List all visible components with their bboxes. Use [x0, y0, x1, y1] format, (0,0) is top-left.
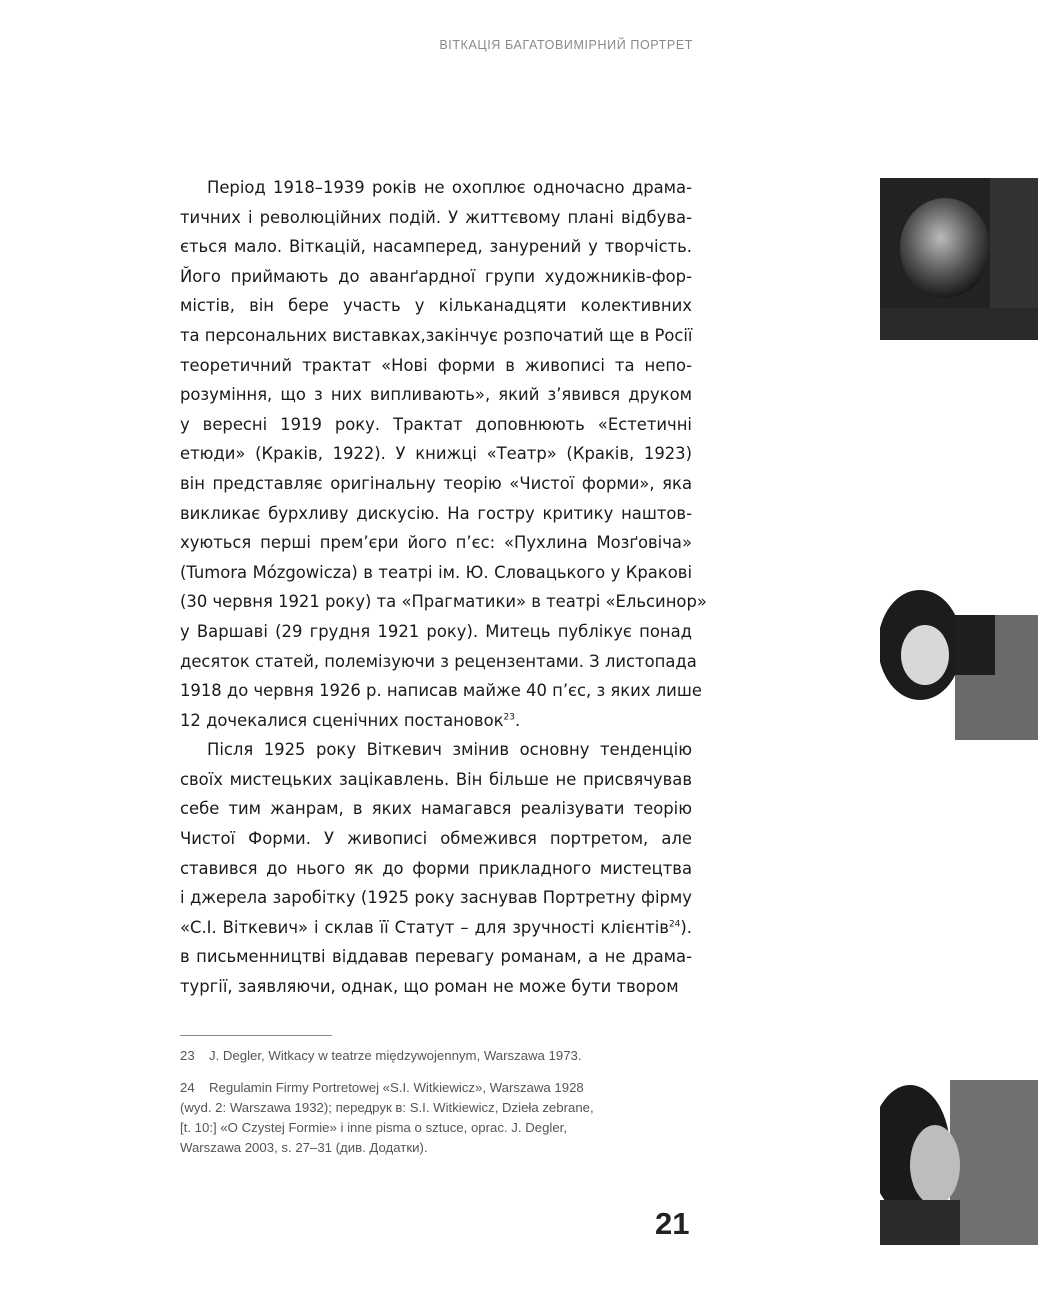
text-line: [180, 824, 692, 854]
text-line: [180, 765, 692, 795]
text-line-content: (Tumora Mózgowicza) в театрі ім. Ю. Словацького у Кракові: [180, 562, 692, 582]
text-line-content: Його приймають до аванґардної групи художників-фор-: [180, 266, 692, 286]
footnote-text: J. Degler, Witkacy w teatrze międzywojennym, Warszawa 1973.: [209, 1048, 582, 1063]
text-line: [180, 351, 692, 381]
text-line-content: Після 1925 року Віткевич змінив основну тенденцію: [207, 740, 692, 760]
text-line: [180, 173, 692, 203]
running-header: ВІТКАЦІЯ БАГАТОВИМІРНИЙ ПОРТРЕТ: [439, 38, 693, 52]
text-line: [180, 380, 692, 410]
text-line: [180, 232, 692, 262]
footnote-23: [180, 1046, 700, 1066]
text-line-content: етюди» (Краків, 1922). У книжці «Театр» (Краків, 1923): [180, 444, 692, 464]
footnote-number: 23: [180, 1048, 195, 1063]
text-line-content: себе тим жанрам, в яких намагався реалізувати теорію: [180, 799, 692, 819]
paragraph-1: [180, 173, 707, 735]
text-line-content: і джерела заробітку (1925 року заснував Портретну фірму: [180, 888, 692, 908]
text-line-content: та персональних виставках,закінчує розпочатий ще в Росії: [180, 325, 693, 345]
text-line-content: теоретичний трактат «Нові форми в живописі та непо-: [180, 355, 692, 375]
portrait-photo-2: [880, 585, 1038, 740]
text-line-content: Чистої Форми. У живописі обмежився портретом, але: [180, 829, 692, 849]
text-line-content: ється мало. Віткацій, насамперед, занурений у творчість.: [180, 237, 692, 257]
text-line-content: 12 дочекалися сценічних постановок: [180, 710, 504, 730]
text-line-content: (30 червня 1921 року) та «Прагматики» в театрі «Ельсинор»: [180, 592, 707, 612]
text-line-content: ставився до нього як до форми прикладного мистецтва: [180, 858, 692, 878]
text-line: [180, 972, 692, 1002]
footnote-number: 24: [180, 1080, 195, 1095]
text-line-content: тургії, заявляючи, однак, що роман не може бути твором: [180, 977, 679, 997]
text-line: [180, 410, 692, 440]
text-line: [180, 203, 692, 233]
body-text: [180, 173, 707, 1002]
footnote-text: [t. 10:] «O Czystej Formie» i inne pisma o sztuce, oprac. J. Degler,: [180, 1120, 567, 1135]
text-line: [180, 942, 692, 972]
page-number: 21: [655, 1206, 690, 1241]
text-line-content: тичних і революційних подій. У життєвому плані відбува-: [180, 207, 692, 227]
text-line-content: викликає бурхливу дискусію. На гостру критику наштов-: [180, 503, 692, 523]
text-line: [180, 262, 692, 292]
text-line-content: своїх мистецьких зацікавлень. Він більше не присвячував: [180, 769, 692, 789]
text-line: [180, 439, 692, 469]
text-line: [180, 913, 692, 943]
footnote-reference[interactable]: 23: [503, 712, 515, 723]
text-line: [180, 558, 692, 588]
text-line-content: 1918 до червня 1926 р. написав майже 40 п’єс, з яких лише: [180, 681, 702, 701]
text-line-content: «С.І. Віткевич» і склав її Статут – для зручності клієнтів: [180, 917, 669, 937]
text-line: [180, 321, 692, 351]
text-line: [180, 883, 692, 913]
text-line: [180, 528, 692, 558]
footnote-24: [180, 1078, 700, 1158]
text-line-content: він представляє оригінальну теорію «Чистої форми», яка: [180, 473, 692, 493]
text-line-content: містів, він бере участь у кільканадцяти колективних: [180, 296, 692, 316]
text-line: [180, 794, 692, 824]
text-line-content: в письменництві віддавав перевагу романам, а не драма-: [180, 947, 692, 967]
text-line-content: у Варшаві (29 грудня 1921 року). Митець публікує понад: [180, 621, 692, 641]
text-line: [180, 735, 692, 765]
text-line: [180, 647, 697, 677]
text-line: [180, 706, 692, 736]
text-line: [180, 587, 707, 617]
footnote-reference[interactable]: 24: [668, 919, 681, 930]
text-line: [180, 291, 692, 321]
text-line: [180, 469, 692, 499]
text-line-content: у вересні 1919 року. Трактат доповнюють «Естетичні: [180, 414, 692, 434]
text-line-content: десяток статей, полемізуючи з рецензентами. З листопада: [180, 651, 697, 671]
text-tail: ).: [680, 917, 692, 937]
footnote-text: Regulamin Firmy Portretowej «S.I. Witkiewicz», Warszawa 1928: [209, 1080, 584, 1095]
footnote-divider: [180, 1035, 332, 1036]
footnote-text: Warszawa 2003, s. 27–31 (див. Додатки).: [180, 1140, 428, 1155]
text-line-content: Період 1918–1939 років не охоплює одночасно драма-: [207, 178, 692, 197]
paragraph-2: [180, 735, 692, 1001]
text-line: [180, 617, 692, 647]
text-line-content: розуміння, що з них випливають», який з’явився друком: [180, 385, 692, 405]
text-line-content: хуються перші прем’єри його п’єс: «Пухлина Мозґовіча»: [180, 533, 692, 553]
footnote-text: (wyd. 2: Warszawa 1932); передрук в: S.I. Witkiewicz, Dzieła zebrane,: [180, 1100, 594, 1115]
portrait-photo-3: [880, 1080, 1038, 1245]
text-line: [180, 499, 692, 529]
portrait-photo-1: [880, 178, 1038, 340]
text-line: [180, 676, 702, 706]
text-tail: .: [514, 710, 521, 730]
text-line: [180, 854, 692, 884]
